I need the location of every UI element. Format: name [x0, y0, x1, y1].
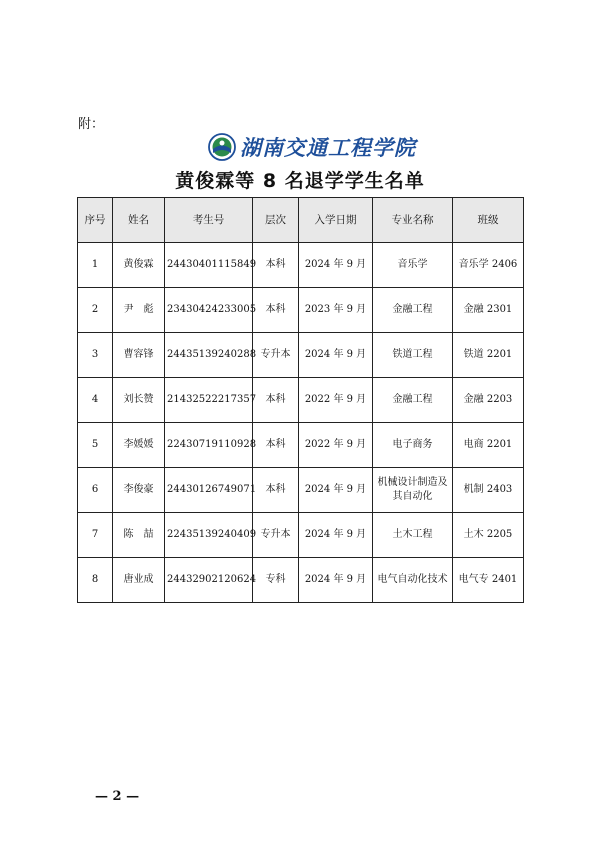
- cell-class: 音乐学 2406: [453, 243, 524, 288]
- cell-index: 8: [78, 558, 113, 603]
- table-row: [78, 423, 524, 468]
- header-exam-id: 考生号: [165, 198, 253, 243]
- cell-class: 电商 2201: [453, 423, 524, 468]
- cell-enroll-date: 2024 年 9 月: [299, 558, 373, 603]
- cell-level: 本科: [253, 423, 299, 468]
- header-name: 姓名: [113, 198, 165, 243]
- cell-level: 本科: [253, 468, 299, 513]
- cell-class: 土木 2205: [453, 513, 524, 558]
- cell-major: 金融工程: [373, 378, 453, 423]
- attachment-label: 附：: [78, 117, 105, 132]
- cell-level: 本科: [253, 378, 299, 423]
- cell-index: 5: [78, 423, 113, 468]
- cell-exam-id: 21432522217357: [165, 378, 253, 423]
- cell-class: 金融 2301: [453, 288, 524, 333]
- document-title: 黄俊霖等 8 名退学学生名单: [175, 170, 425, 192]
- cell-level: 本科: [253, 243, 299, 288]
- cell-enroll-date: 2024 年 9 月: [299, 513, 373, 558]
- cell-index: 3: [78, 333, 113, 378]
- cell-level: 专升本: [253, 333, 299, 378]
- table-row: [78, 558, 524, 603]
- table-header-row: [78, 198, 524, 243]
- cell-major: 金融工程: [373, 288, 453, 333]
- header-level: 层次: [253, 198, 299, 243]
- table-row: [78, 243, 524, 288]
- school-emblem-icon: [208, 133, 236, 161]
- cell-name: 李俊豪: [113, 468, 165, 513]
- cell-enroll-date: 2023 年 9 月: [299, 288, 373, 333]
- table-row: [78, 288, 524, 333]
- header-class: 班级: [453, 198, 524, 243]
- cell-major: 电子商务: [373, 423, 453, 468]
- table-row: [78, 333, 524, 378]
- cell-major: 音乐学: [373, 243, 453, 288]
- cell-level: 专升本: [253, 513, 299, 558]
- cell-class: 电气专 2401: [453, 558, 524, 603]
- cell-exam-id: 23430424233005: [165, 288, 253, 333]
- cell-name: 陈 喆: [113, 513, 165, 558]
- cell-class: 铁道 2201: [453, 333, 524, 378]
- cell-major: 铁道工程: [373, 333, 453, 378]
- cell-major: 电气自动化技术: [373, 558, 453, 603]
- cell-level: 本科: [253, 288, 299, 333]
- cell-index: 7: [78, 513, 113, 558]
- cell-enroll-date: 2024 年 9 月: [299, 333, 373, 378]
- cell-exam-id: 22435139240409: [165, 513, 253, 558]
- header-major: 专业名称: [373, 198, 453, 243]
- header-enroll-date: 入学日期: [299, 198, 373, 243]
- table-row: [78, 513, 524, 558]
- cell-exam-id: 24435139240288: [165, 333, 253, 378]
- cell-exam-id: 22430719110928: [165, 423, 253, 468]
- cell-name: 唐业成: [113, 558, 165, 603]
- table-row: [78, 378, 524, 423]
- cell-index: 4: [78, 378, 113, 423]
- cell-name: 李媛媛: [113, 423, 165, 468]
- header-index: 序号: [78, 198, 113, 243]
- cell-major: 机械设计制造及其自动化: [373, 468, 453, 513]
- cell-index: 1: [78, 243, 113, 288]
- dropout-student-table: [77, 197, 524, 603]
- cell-class: 机制 2403: [453, 468, 524, 513]
- cell-name: 刘长赞: [113, 378, 165, 423]
- cell-index: 2: [78, 288, 113, 333]
- cell-class: 金融 2203: [453, 378, 524, 423]
- cell-enroll-date: 2024 年 9 月: [299, 468, 373, 513]
- cell-index: 6: [78, 468, 113, 513]
- cell-name: 曹容锋: [113, 333, 165, 378]
- cell-exam-id: 24430126749071: [165, 468, 253, 513]
- institution-name: 湖南交通工程学院: [240, 135, 416, 160]
- cell-exam-id: 24432902120624: [165, 558, 253, 603]
- cell-name: 尹 彪: [113, 288, 165, 333]
- cell-enroll-date: 2022 年 9 月: [299, 378, 373, 423]
- cell-level: 专科: [253, 558, 299, 603]
- cell-exam-id: 24430401115849: [165, 243, 253, 288]
- cell-name: 黄俊霖: [113, 243, 165, 288]
- cell-major: 土木工程: [373, 513, 453, 558]
- cell-enroll-date: 2022 年 9 月: [299, 423, 373, 468]
- cell-enroll-date: 2024 年 9 月: [299, 243, 373, 288]
- institution-header: [208, 131, 416, 163]
- page-number: — 2 —: [95, 789, 140, 804]
- table-row: [78, 468, 524, 513]
